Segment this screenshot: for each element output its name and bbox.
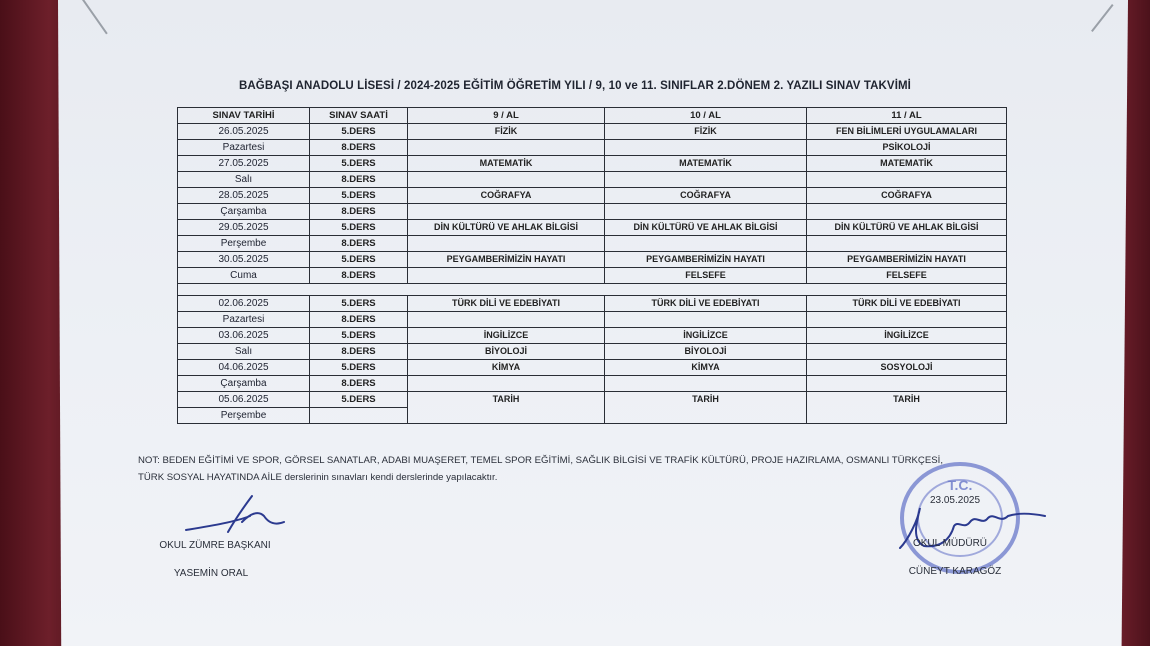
exam-weekday: Salı: [178, 344, 310, 360]
subject-cell: TÜRK DİLİ VE EDEBİYATI: [807, 296, 1007, 312]
subject-cell: [807, 344, 1007, 360]
subject-cell: İNGİLİZCE: [807, 328, 1007, 344]
exam-period: 5.DERS: [310, 124, 408, 140]
exam-weekday: Pazartesi: [178, 140, 310, 156]
exam-date: 30.05.2025: [178, 252, 310, 268]
subject-cell: KİMYA: [605, 360, 807, 376]
table-row: [178, 124, 1007, 140]
exam-period: 8.DERS: [310, 204, 408, 220]
exam-period: 5.DERS: [310, 188, 408, 204]
exam-date: 04.06.2025: [178, 360, 310, 376]
subject-cell: COĞRAFYA: [807, 188, 1007, 204]
table-row: [178, 360, 1007, 376]
table-header: [178, 108, 1007, 124]
subject-cell: FEN BİLİMLERİ UYGULAMALARI: [807, 124, 1007, 140]
exam-period: 5.DERS: [310, 328, 408, 344]
subject-cell: TÜRK DİLİ VE EDEBİYATI: [605, 296, 807, 312]
exam-date: 28.05.2025: [178, 188, 310, 204]
subject-cell: [408, 172, 605, 188]
subject-cell: TARİH: [807, 392, 1007, 424]
subject-cell: BİYOLOJİ: [605, 344, 807, 360]
table-row: [178, 204, 1007, 220]
subject-cell: DİN KÜLTÜRÜ VE AHLAK BİLGİSİ: [605, 220, 807, 236]
header-exam-time: SINAV SAATİ: [310, 108, 408, 124]
subject-cell: FİZİK: [605, 124, 807, 140]
header-exam-date: SINAV TARİHİ: [178, 108, 310, 124]
table-row: [178, 392, 1007, 408]
subject-cell: BİYOLOJİ: [408, 344, 605, 360]
subject-cell: FİZİK: [408, 124, 605, 140]
subject-cell: KİMYA: [408, 360, 605, 376]
table-row: [178, 140, 1007, 156]
table-row: [178, 156, 1007, 172]
subject-cell: [605, 312, 807, 328]
subject-cell: MATEMATİK: [408, 156, 605, 172]
table-row: [178, 252, 1007, 268]
subject-cell: FELSEFE: [605, 268, 807, 284]
subject-cell: DİN KÜLTÜRÜ VE AHLAK BİLGİSİ: [408, 220, 605, 236]
subject-cell: COĞRAFYA: [408, 188, 605, 204]
stamp-text: T.C.: [947, 477, 973, 493]
subject-cell: [408, 140, 605, 156]
note-line-1: NOT: BEDEN EĞİTİMİ VE SPOR, GÖRSEL SANATLAR, ADABI MUAŞERET, TEMEL SPOR EĞİTİMİ, SAĞLIK BİLGİSİ VE TRAFİK KÜLTÜRÜ, PROJE HAZIRLAMA, OSMANLI TÜRKÇESİ,: [138, 455, 943, 466]
exam-period: 5.DERS: [310, 220, 408, 236]
exam-period: 5.DERS: [310, 156, 408, 172]
exam-period: 8.DERS: [310, 172, 408, 188]
exam-date: 26.05.2025: [178, 124, 310, 140]
subject-cell: PEYGAMBERİMİZİN HAYATI: [807, 252, 1007, 268]
subject-cell: [605, 204, 807, 220]
subject-cell: SOSYOLOJİ: [807, 360, 1007, 376]
subject-cell: İNGİLİZCE: [408, 328, 605, 344]
table-row: [178, 312, 1007, 328]
subject-cell: İNGİLİZCE: [605, 328, 807, 344]
left-signature-name: YASEMİN ORAL: [173, 568, 249, 579]
table-row: [178, 344, 1007, 360]
subject-cell: [408, 236, 605, 252]
exam-period: 8.DERS: [310, 140, 408, 156]
exam-period: 8.DERS: [310, 376, 408, 392]
header-grade-9: 9 / AL: [408, 108, 605, 124]
subject-cell: [605, 376, 807, 392]
subject-cell: COĞRAFYA: [605, 188, 807, 204]
exam-schedule-table: [177, 107, 1007, 424]
exam-weekday: Çarşamba: [178, 376, 310, 392]
table-row: [178, 236, 1007, 252]
subject-cell: [605, 236, 807, 252]
subject-cell: PSİKOLOJİ: [807, 140, 1007, 156]
table-row: [178, 188, 1007, 204]
left-signature-scribble: [180, 492, 300, 540]
subject-cell: [605, 140, 807, 156]
subject-cell: PEYGAMBERİMİZİN HAYATI: [605, 252, 807, 268]
exam-weekday: Perşembe: [178, 236, 310, 252]
exam-date: 29.05.2025: [178, 220, 310, 236]
subject-cell: [807, 172, 1007, 188]
header-grade-10: 10 / AL: [605, 108, 807, 124]
subject-cell: [807, 236, 1007, 252]
subject-cell: [408, 376, 605, 392]
subject-cell: TÜRK DİLİ VE EDEBİYATI: [408, 296, 605, 312]
exam-weekday: Pazartesi: [178, 312, 310, 328]
exam-period: 8.DERS: [310, 344, 408, 360]
subject-cell: PEYGAMBERİMİZİN HAYATI: [408, 252, 605, 268]
exam-weekday: Çarşamba: [178, 204, 310, 220]
subject-cell: FELSEFE: [807, 268, 1007, 284]
exam-period-empty: [310, 408, 408, 424]
week-separator-row: [178, 284, 1007, 296]
exam-weekday: Cuma: [178, 268, 310, 284]
exam-period: 8.DERS: [310, 268, 408, 284]
week-separator: [178, 284, 1007, 296]
exam-weekday: Perşembe: [178, 408, 310, 424]
subject-cell: [807, 204, 1007, 220]
table-row: [178, 376, 1007, 392]
table-body: [178, 124, 1007, 424]
table-row: [178, 296, 1007, 312]
exam-period: 8.DERS: [310, 312, 408, 328]
exam-period: 8.DERS: [310, 236, 408, 252]
subject-cell: [807, 376, 1007, 392]
subject-cell: TARİH: [408, 392, 605, 424]
subject-cell: [807, 312, 1007, 328]
right-signature-role: OKUL MÜDÜRÜ: [912, 538, 988, 549]
subject-cell: TARİH: [605, 392, 807, 424]
exam-date: 02.06.2025: [178, 296, 310, 312]
table-row: [178, 268, 1007, 284]
right-signature-date: 23.05.2025: [929, 495, 981, 506]
subject-cell: MATEMATİK: [605, 156, 807, 172]
exam-period: 5.DERS: [310, 392, 408, 408]
subject-cell: DİN KÜLTÜRÜ VE AHLAK BİLGİSİ: [807, 220, 1007, 236]
table-row: [178, 220, 1007, 236]
right-signature-name: CÜNEYT KARAGÖZ: [908, 566, 1002, 577]
note-line-2: TÜRK SOSYAL HAYATINDA AİLE derslerinin sınavları kendi derslerinde yapılacaktır.: [138, 472, 498, 483]
exam-period: 5.DERS: [310, 296, 408, 312]
table-row: [178, 328, 1007, 344]
subject-cell: [605, 172, 807, 188]
exam-weekday: Salı: [178, 172, 310, 188]
header-grade-11: 11 / AL: [807, 108, 1007, 124]
subject-cell: [408, 204, 605, 220]
exam-period: 5.DERS: [310, 360, 408, 376]
table-row: [178, 172, 1007, 188]
document-title: BAĞBAŞI ANADOLU LİSESİ / 2024-2025 EĞİTİM ÖĞRETİM YILI / 9, 10 ve 11. SINIFLAR 2.DÖNEM 2. YAZILI SINAV TAKVİMİ: [239, 80, 911, 92]
exam-date: 03.06.2025: [178, 328, 310, 344]
subject-cell: [408, 268, 605, 284]
left-signature-role: OKUL ZÜMRE BAŞKANI: [159, 540, 271, 551]
subject-cell: MATEMATİK: [807, 156, 1007, 172]
exam-date: 27.05.2025: [178, 156, 310, 172]
exam-date: 05.06.2025: [178, 392, 310, 408]
exam-period: 5.DERS: [310, 252, 408, 268]
subject-cell: [408, 312, 605, 328]
